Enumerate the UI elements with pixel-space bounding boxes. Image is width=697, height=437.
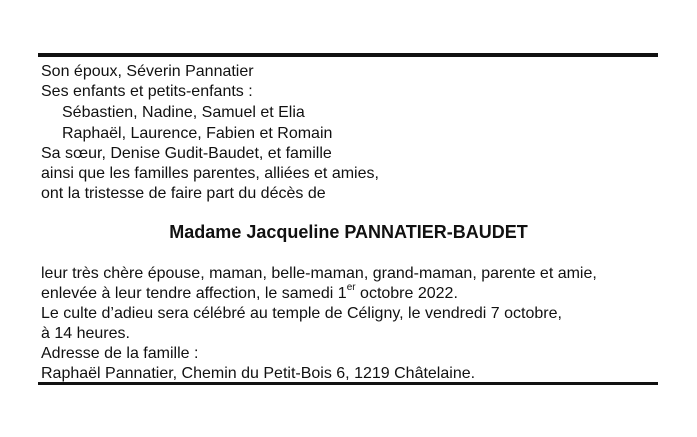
body-line-time: à 14 heures. — [41, 325, 130, 342]
body-line-address-heading: Adresse de la famille : — [41, 345, 199, 362]
body-line-date-superscript: er — [346, 281, 356, 293]
body-line-address: Raphaël Pannatier, Chemin du Petit-Bois 6, 1219 Châtelaine. — [41, 365, 476, 382]
top-divider — [38, 53, 658, 57]
intro-line-announcement: ont la tristesse de faire part du décès de — [41, 185, 326, 202]
body-line-service: Le culte d’adieu sera célébré au temple de Céligny, le vendredi 7 octobre, — [41, 305, 562, 322]
body-line-date-before: enlevée à leur tendre affection, le samedi 1 — [41, 285, 347, 302]
body-line-relation: leur très chère épouse, maman, belle-maman, grand-maman, parente et amie, — [41, 265, 597, 282]
intro-line-children-1: Sébastien, Nadine, Samuel et Elia — [62, 104, 305, 121]
bottom-divider — [38, 382, 658, 385]
body-line-date-after: octobre 2022. — [355, 285, 458, 302]
intro-line-spouse: Son époux, Séverin Pannatier — [41, 63, 254, 80]
intro-line-families: ainsi que les familles parentes, alliées et amies, — [41, 165, 379, 182]
intro-line-sister: Sa sœur, Denise Gudit-Baudet, et famille — [41, 145, 332, 162]
deceased-name: Madame Jacqueline PANNATIER-BAUDET — [169, 222, 528, 242]
intro-line-children-heading: Ses enfants et petits-enfants : — [41, 83, 253, 100]
body-line-date — [41, 281, 458, 304]
intro-line-children-2: Raphaël, Laurence, Fabien et Romain — [62, 125, 333, 142]
